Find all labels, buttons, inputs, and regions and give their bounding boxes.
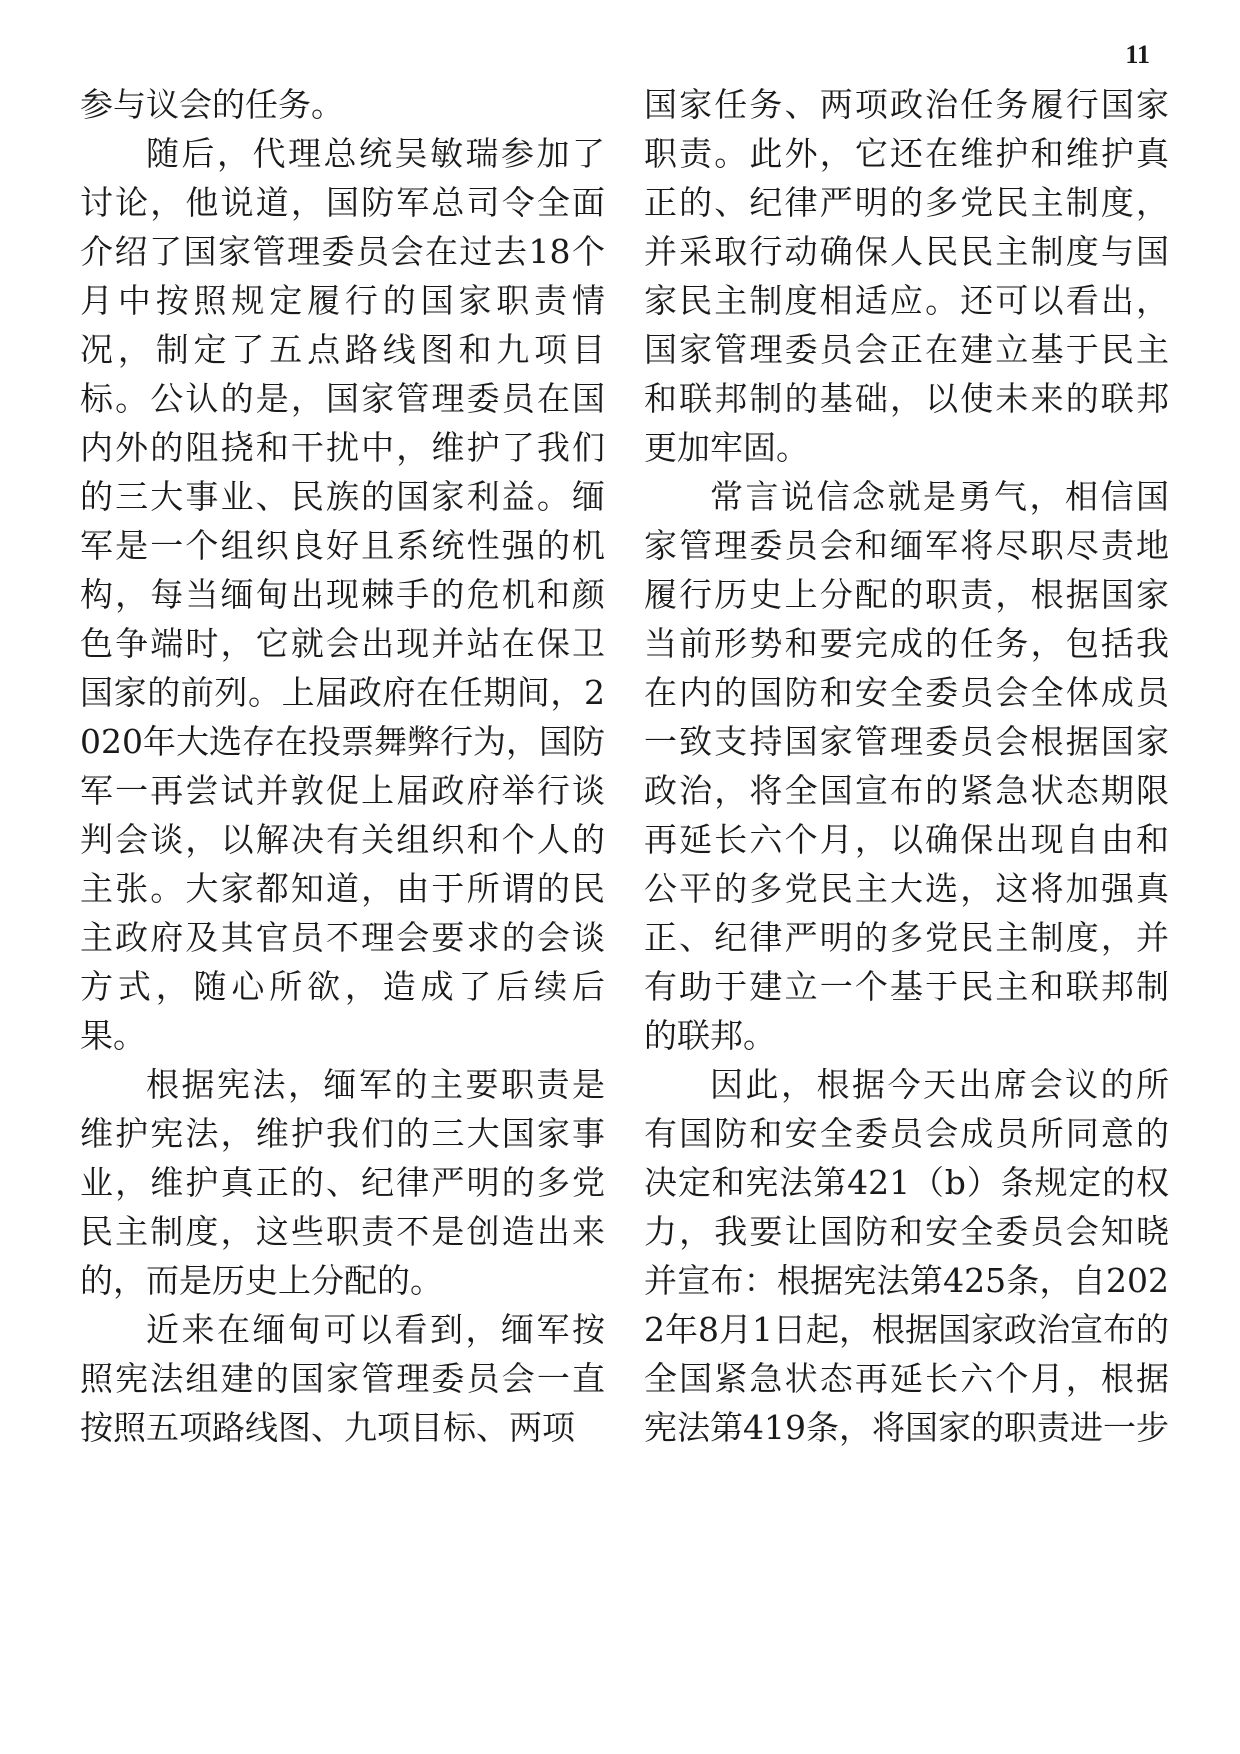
paragraph: 根据宪法，缅军的主要职责是维护宪法，维护我们的三大国家事业，维护真正的、纪律严明的多党民主制度，这些职责不是创造出来的，而是历史上分配的。 bbox=[80, 1065, 605, 1300]
paragraph: 参与议会的任务。 bbox=[80, 85, 344, 124]
right-column bbox=[644, 80, 1169, 1452]
paragraph: 近来在缅甸可以看到，缅军按照宪法组建的国家管理委员会一直按照五项路线图、九项目标、两项 bbox=[80, 1310, 605, 1447]
paragraph: 因此，根据今天出席会议的所有国防和安全委员会成员所同意的决定和宪法第421（b）条规定的权力，我要让国防和安全委员会知晓并宣布：根据宪法第425条，自2022年8月1日起，根据国家政治宣布的全国紧急状态再延长六个月，根据宪法第419条，将国家的职责进一步 bbox=[644, 1065, 1169, 1447]
paragraph: 随后，代理总统吴敏瑞参加了讨论，他说道，国防军总司令全面介绍了国家管理委员会在过去18个月中按照规定履行的国家职责情况，制定了五点路线图和九项目标。公认的是，国家管理委员在国内外的阻挠和干扰中，维护了我们的三大事业、民族的国家利益。缅军是一个组织良好且系统性强的机构，每当缅甸出现棘手的危机和颜色争端时，它就会出现并站在保卫国家的前列。上届政府在任期间，2020年大选存在投票舞弊行为，国防军一再尝试并敦促上届政府举行谈判会谈，以解决有关组织和个人的主张。大家都知道，由于所谓的民主政府及其官员不理会要求的会谈方式，随心所欲，造成了后续后果。 bbox=[80, 134, 605, 1055]
page-number: 11 bbox=[1125, 40, 1150, 69]
paragraph: 国家任务、两项政治任务履行国家职责。此外，它还在维护和维护真正的、纪律严明的多党民主制度，并采取行动确保人民民主制度与国家民主制度相适应。还可以看出，国家管理委员会正在建立基于民主和联邦制的基础，以使未来的联邦更加牢固。 bbox=[644, 85, 1169, 467]
paragraph: 常言说信念就是勇气，相信国家管理委员会和缅军将尽职尽责地履行历史上分配的职责，根据国家当前形势和要完成的任务，包括我在内的国防和安全委员会全体成员一致支持国家管理委员会根据国家政治，将全国宣布的紧急状态期限再延长六个月，以确保出现自由和公平的多党民主大选，这将加强真正、纪律严明的多党民主制度，并有助于建立一个基于民主和联邦制的联邦。 bbox=[644, 477, 1169, 1055]
left-column bbox=[80, 80, 605, 1452]
